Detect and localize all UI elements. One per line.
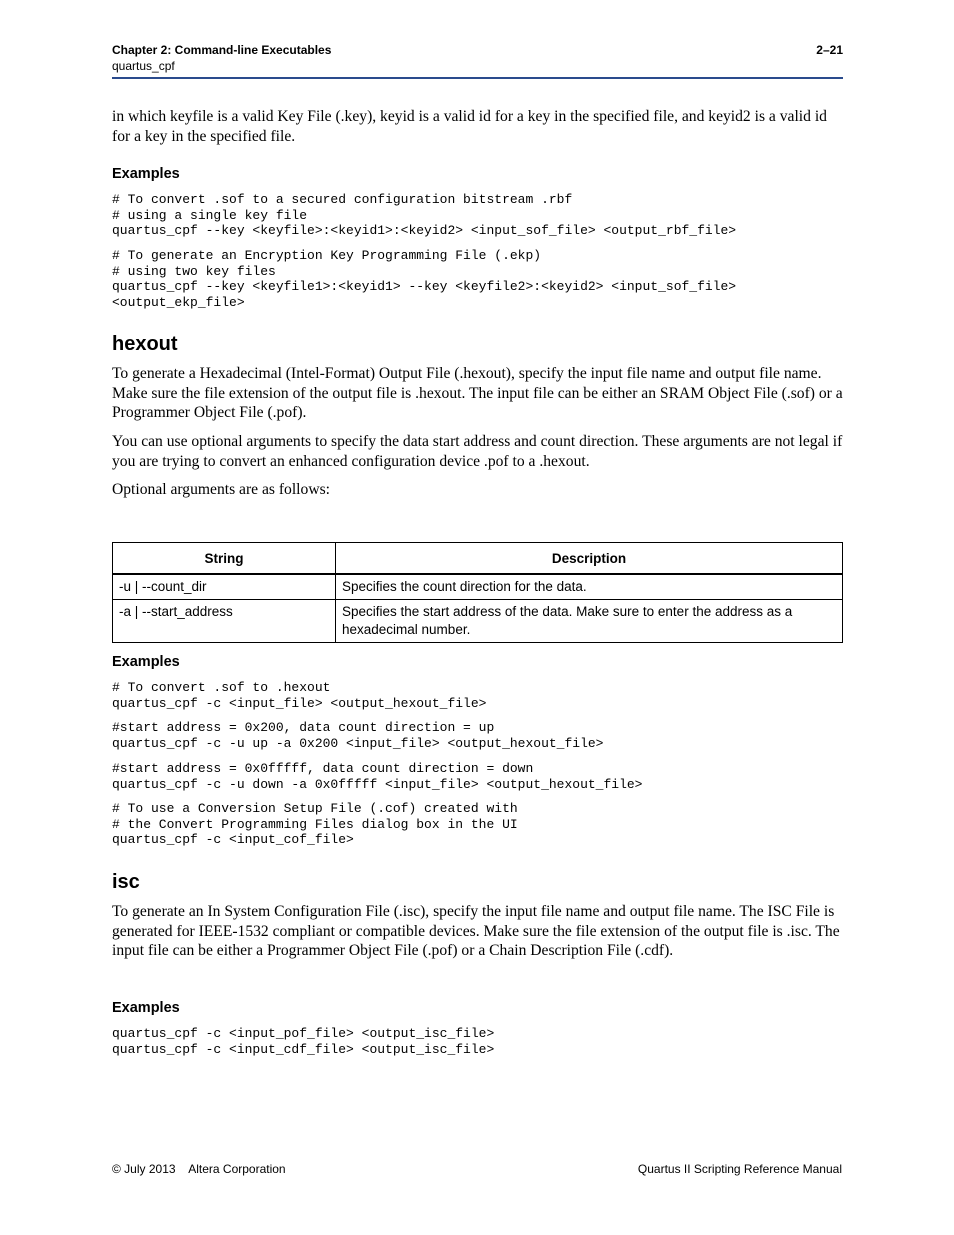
section-heading-isc: isc xyxy=(112,871,140,893)
section-heading-hexout: hexout xyxy=(112,333,178,355)
table-cell: -a | --start_address xyxy=(113,600,336,643)
optional-arguments-table xyxy=(112,542,843,643)
hexout-paragraph: You can use optional arguments to specify the data start address and count direction. These arguments are not legal if you are trying to convert an enhanced configuration device .pof to a .hexout. xyxy=(112,433,843,470)
code-block: quartus_cpf -c <input_pof_file> <output_isc_file> quartus_cpf -c <input_cdf_file> <output_isc_file> xyxy=(112,1026,495,1057)
code-block: #start address = 0x200, data count direction = up quartus_cpf -c -u up -a 0x200 <input_file> <output_hexout_file> xyxy=(112,720,604,751)
header-rule xyxy=(112,77,843,79)
code-block: #start address = 0x0fffff, data count direction = down quartus_cpf -c -u down -a 0x0fffff <input_file> <output_hexout_file> xyxy=(112,761,643,792)
isc-paragraph: To generate an In System Configuration File (.isc), specify the input file name and output file name. The ISC File is generated for IEEE-1532 compliant or compatible devices. Make sure the file extension of the output file is .isc. The input file can be either a Programmer Object File (.pof) or a Chain Description File (.cdf). xyxy=(112,903,840,960)
footer-copyright: © July 2013 Altera Corporation xyxy=(112,1162,286,1176)
table-row xyxy=(113,574,843,600)
table-header-cell: String xyxy=(113,543,336,575)
intro-paragraph: in which keyfile is a valid Key File (.key), keyid is a valid id for a key in the specified file, and keyid2 is a valid id for a key in the specified file. xyxy=(112,108,827,145)
code-block: # To generate an Encryption Key Programming File (.ekp) # using two key files quartus_cpf --key <keyfile1>:<keyid1> --key <keyfile2>:<keyid2> <input_sof_file> <output_ekp_file> xyxy=(112,248,737,310)
table-cell: Specifies the start address of the data. Make sure to enter the address as a hexadecimal number. xyxy=(336,600,843,643)
page-number: 2–21 xyxy=(816,43,843,57)
examples-heading: Examples xyxy=(112,166,180,182)
code-block: # To convert .sof to .hexout quartus_cpf -c <input_file> <output_hexout_file> xyxy=(112,680,487,711)
chapter-title: Chapter 2: Command-line Executables xyxy=(112,43,332,57)
hexout-paragraph: Optional arguments are as follows: xyxy=(112,481,330,498)
examples-heading: Examples xyxy=(112,654,180,670)
table-row xyxy=(113,600,843,643)
table-header-cell: Description xyxy=(336,543,843,575)
hexout-paragraph: To generate a Hexadecimal (Intel-Format) Output File (.hexout), specify the input file name and output file name. Make sure the file extension of the output file is .hexout. The input file can be either an SRAM Object File (.sof) or a Programmer Object File (.pof). xyxy=(112,365,843,422)
code-block: # To use a Conversion Setup File (.cof) created with # the Convert Programming Files dialog box in the UI quartus_cpf -c <input_cof_file> xyxy=(112,801,518,848)
section-subtitle: quartus_cpf xyxy=(112,59,175,73)
code-block: # To convert .sof to a secured configuration bitstream .rbf # using a single key file quartus_cpf --key <keyfile>:<keyid1>:<keyid2> <input_sof_file> <output_rbf_file> xyxy=(112,192,737,239)
table-header-row xyxy=(113,543,843,575)
examples-heading: Examples xyxy=(112,1000,180,1016)
footer-manual-title: Quartus II Scripting Reference Manual xyxy=(637,1162,842,1176)
table-cell: Specifies the count direction for the data. xyxy=(336,574,843,600)
table-cell: -u | --count_dir xyxy=(113,574,336,600)
